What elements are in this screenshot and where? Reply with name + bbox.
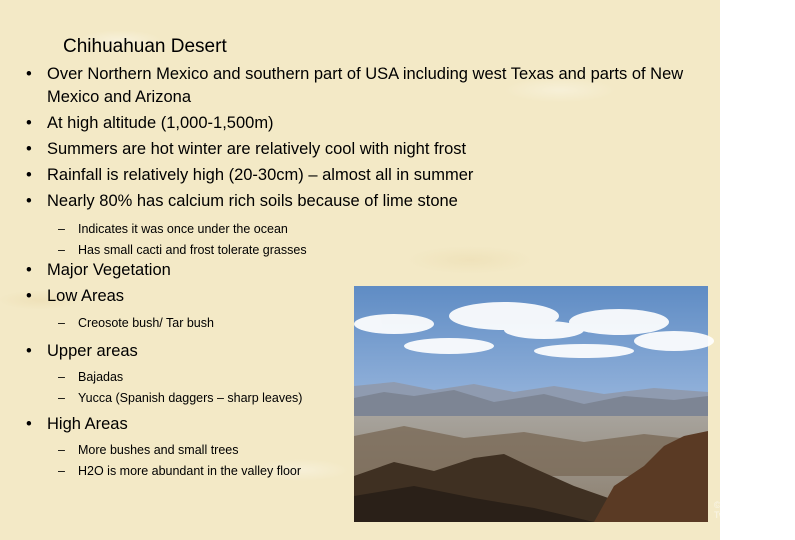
sub-bullet-text: Has small cacti and frost tolerate grasses — [78, 243, 307, 257]
bullet-text: Nearly 80% has calcium rich soils because of lime stone — [47, 192, 458, 210]
sub-bullet-cacti — [0, 240, 700, 261]
bullet-text: Major Vegetation — [47, 261, 171, 279]
sub-bullet-text: Indicates it was once under the ocean — [78, 222, 288, 236]
bullet-summers — [0, 138, 700, 161]
bullet-text: Upper areas — [47, 342, 138, 360]
slide-title: Chihuahuan Desert — [63, 36, 227, 57]
sub-bullet-text: More bushes and small trees — [78, 443, 239, 457]
sub-bullet-ocean — [0, 219, 700, 240]
sub-bullet-text: Bajadas — [78, 370, 124, 384]
bullet-region — [0, 63, 700, 109]
bullet-major-vegetation — [0, 259, 700, 282]
bullet-text: Rainfall is relatively high (20-30cm) – almost all in summer — [47, 166, 474, 184]
bullet-text: At high altitude (1,000-1,500m) — [47, 114, 274, 132]
sub-bullet-text: H2O is more abundant in the valley floor — [78, 464, 302, 478]
sub-bullet-text: Yucca (Spanish daggers – sharp leaves) — [78, 391, 303, 405]
main-bullet-list — [0, 63, 700, 261]
desert-landscape-image — [354, 286, 795, 522]
bullet-soils — [0, 190, 700, 213]
photo-watermark: ©2005 TwigsInOurHair.com — [714, 500, 795, 520]
bullet-text: Over Northern Mexico and southern part of USA including west Texas and parts of New Mexico and Arizona — [47, 65, 684, 106]
bullet-rainfall — [0, 164, 700, 187]
sub-bullet-text: Creosote bush/ Tar bush — [78, 316, 214, 330]
bullet-text: Low Areas — [47, 287, 125, 305]
bullet-text: Summers are hot winter are relatively cool with night frost — [47, 140, 467, 158]
bullet-altitude — [0, 112, 700, 135]
bullet-text: High Areas — [47, 415, 128, 433]
